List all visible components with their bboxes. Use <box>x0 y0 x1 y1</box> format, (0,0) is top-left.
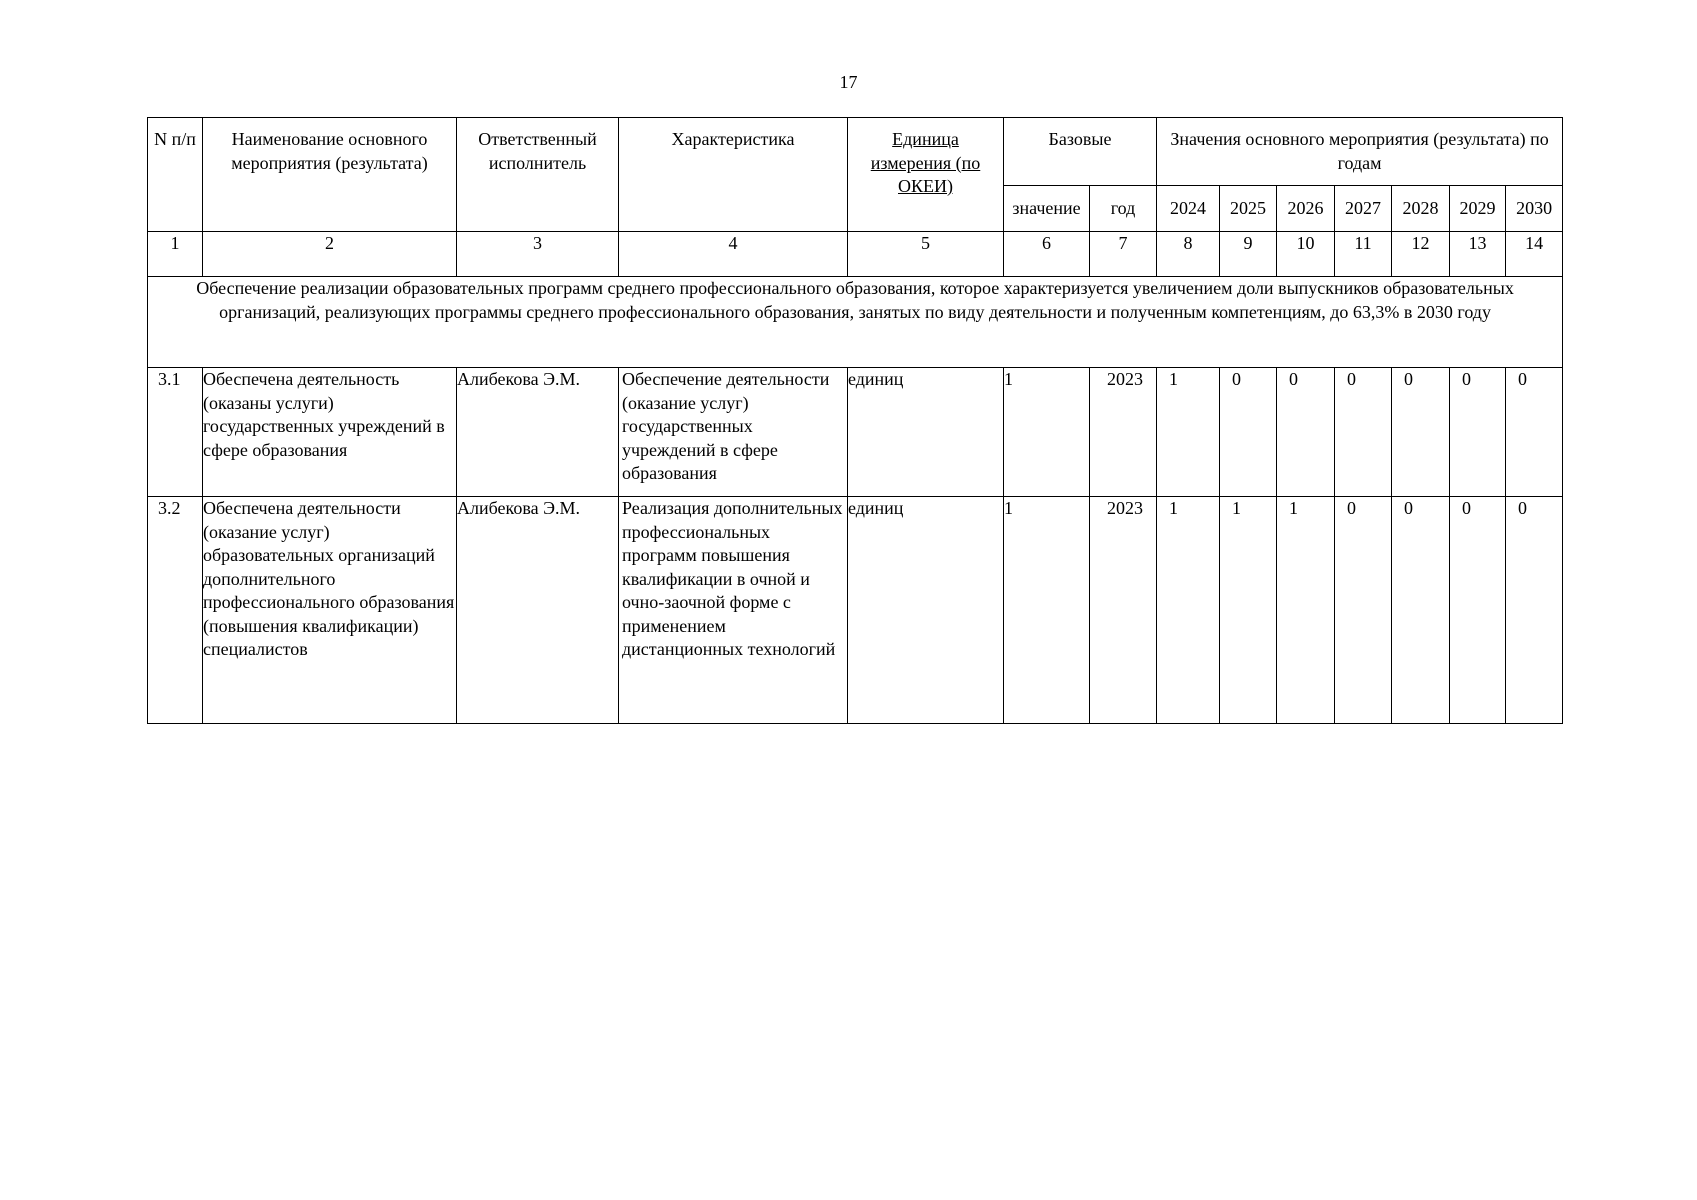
table-row <box>148 368 1563 497</box>
row-index: 3.2 <box>148 497 203 724</box>
row-base-value: 1 <box>1004 497 1090 724</box>
row-year-value: 0 <box>1392 368 1450 497</box>
row-unit: единиц <box>848 497 1004 724</box>
row-name: Обеспечена деятельности (оказание услуг) образовательных организаций дополнительного профессионального образования (повышения квалификации) специалистов <box>203 497 457 724</box>
row-year-value: 0 <box>1450 497 1506 724</box>
row-year-value: 0 <box>1277 368 1335 497</box>
row-characteristic: Обеспечение деятельности (оказание услуг) государственных учреждений в сфере образования <box>619 368 848 497</box>
header-year: 2024 <box>1157 186 1220 232</box>
header-base: Базовые <box>1004 118 1157 186</box>
row-year-value: 1 <box>1157 368 1220 497</box>
row-base-value: 1 <box>1004 368 1090 497</box>
row-year-value: 0 <box>1392 497 1450 724</box>
column-numbers-row <box>148 232 1563 277</box>
column-number: 7 <box>1090 232 1157 277</box>
page-number: 17 <box>839 72 858 92</box>
row-characteristic: Реализация дополнительных профессиональных программ повышения квалификации в очной и очно-заочной форме с применением дистанционных технологий <box>619 497 848 724</box>
header-index: N п/п <box>148 118 203 232</box>
row-year-value: 0 <box>1335 368 1392 497</box>
column-number: 4 <box>619 232 848 277</box>
events-table <box>147 117 1563 724</box>
row-responsible: Алибекова Э.М. <box>457 497 619 724</box>
row-year-value: 1 <box>1220 497 1277 724</box>
column-number: 1 <box>148 232 203 277</box>
header-year: 2026 <box>1277 186 1335 232</box>
header-year: 2029 <box>1450 186 1506 232</box>
header-year: 2027 <box>1335 186 1392 232</box>
section-row <box>148 277 1563 368</box>
column-number: 14 <box>1506 232 1563 277</box>
column-number: 12 <box>1392 232 1450 277</box>
row-base-year: 2023 <box>1090 497 1157 724</box>
row-responsible: Алибекова Э.М. <box>457 368 619 497</box>
row-year-value: 0 <box>1220 368 1277 497</box>
row-year-value: 1 <box>1157 497 1220 724</box>
row-base-year: 2023 <box>1090 368 1157 497</box>
row-name: Обеспечена деятельность (оказаны услуги) государственных учреждений в сфере образования <box>203 368 457 497</box>
header-year: 2025 <box>1220 186 1277 232</box>
row-index: 3.1 <box>148 368 203 497</box>
row-year-value: 0 <box>1506 497 1563 724</box>
header-values-by-year: Значения основного мероприятия (результата) по годам <box>1157 118 1563 186</box>
header-year: 2028 <box>1392 186 1450 232</box>
header-name: Наименование основного мероприятия (результата) <box>203 118 457 232</box>
header-base-value: значение <box>1004 186 1090 232</box>
header-unit: Единица измерения (по ОКЕИ) <box>848 118 1004 232</box>
column-number: 10 <box>1277 232 1335 277</box>
header-row-top <box>148 118 1563 186</box>
table-row <box>148 497 1563 724</box>
row-unit: единиц <box>848 368 1004 497</box>
column-number: 13 <box>1450 232 1506 277</box>
row-year-value: 1 <box>1277 497 1335 724</box>
row-year-value: 0 <box>1506 368 1563 497</box>
column-number: 6 <box>1004 232 1090 277</box>
header-year: 2030 <box>1506 186 1563 232</box>
header-responsible: Ответственный исполнитель <box>457 118 619 232</box>
column-number: 9 <box>1220 232 1277 277</box>
section-title: Обеспечение реализации образовательных программ среднего профессионального образования, которое характеризуется увеличением доли выпускников образовательных организаций, реализующих программы среднего профессионального образования, занятых по виду деятельности и полученным компетенциям, до 63,3% в 2030 году <box>148 277 1563 368</box>
header-characteristic: Характеристика <box>619 118 848 232</box>
column-number: 11 <box>1335 232 1392 277</box>
column-number: 5 <box>848 232 1004 277</box>
header-base-year: год <box>1090 186 1157 232</box>
row-year-value: 0 <box>1450 368 1506 497</box>
column-number: 3 <box>457 232 619 277</box>
column-number: 2 <box>203 232 457 277</box>
row-year-value: 0 <box>1335 497 1392 724</box>
column-number: 8 <box>1157 232 1220 277</box>
